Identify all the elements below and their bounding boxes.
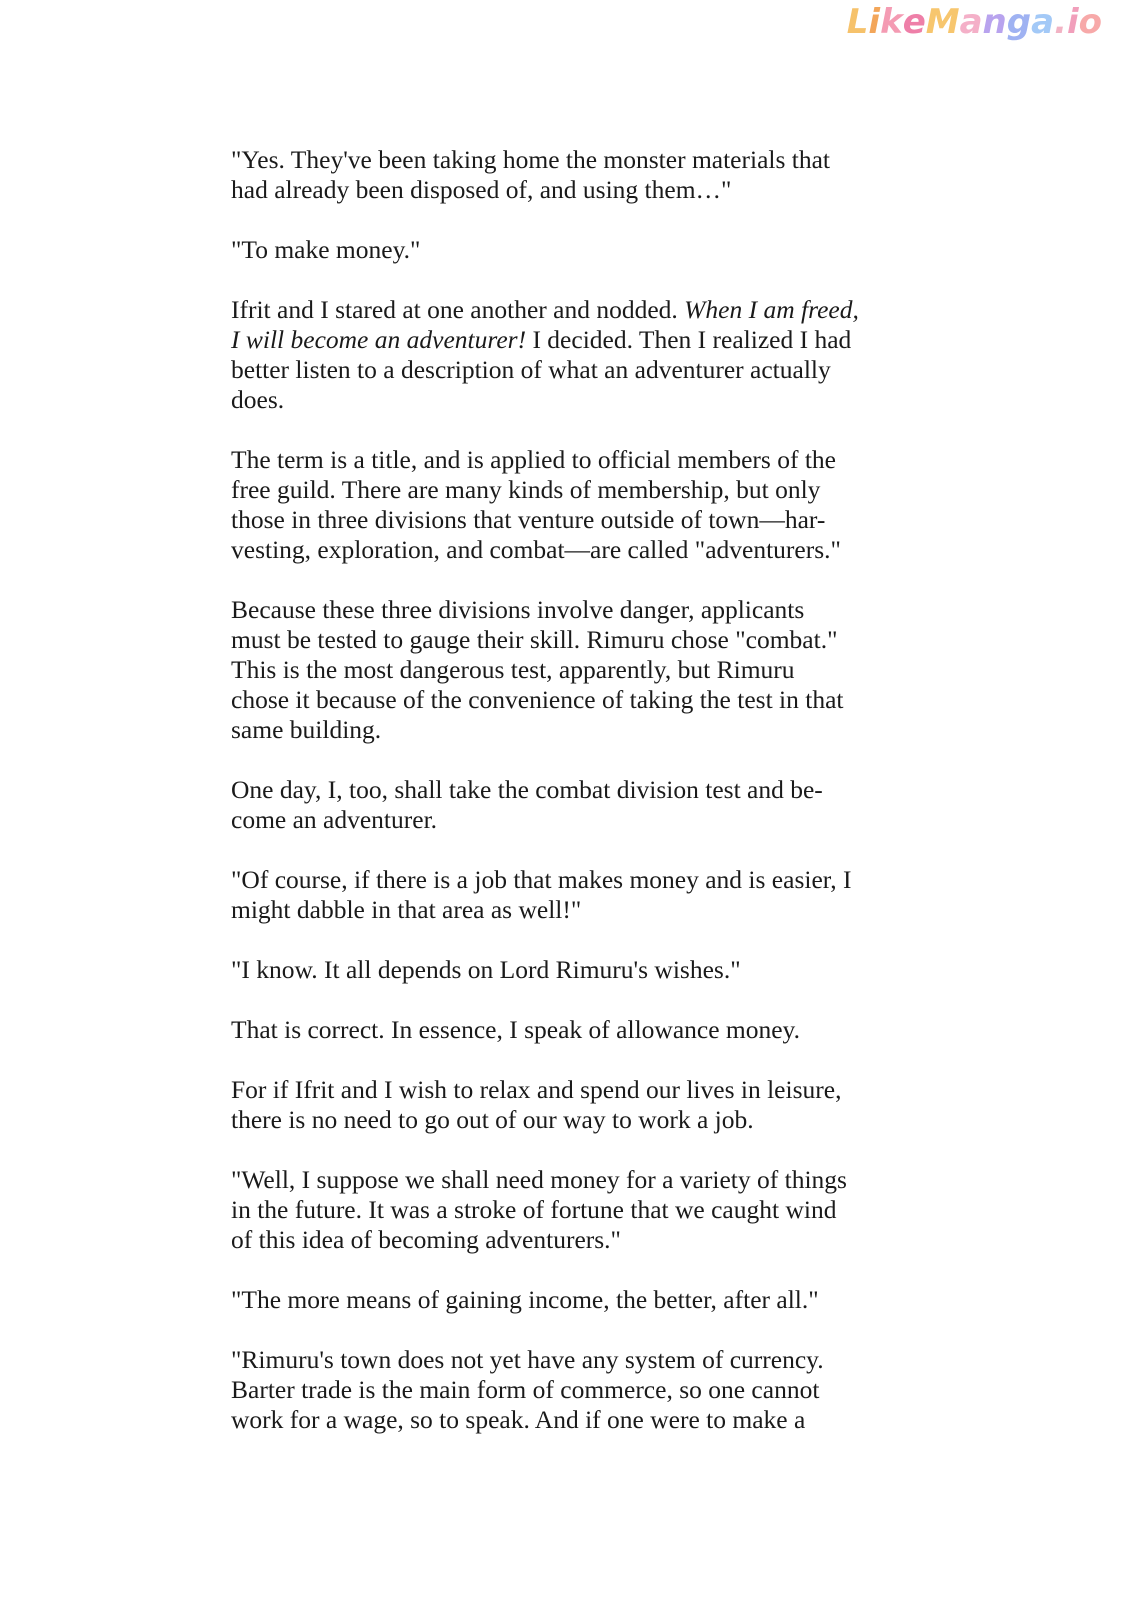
text-line: For if Ifrit and I wish to relax and spend our lives in leisure, (231, 1075, 842, 1104)
italic-thought-text: I will become an adventurer! (231, 325, 527, 354)
paragraph (231, 145, 891, 205)
text-line: in the future. It was a stroke of fortune that we caught wind (231, 1195, 837, 1224)
paragraph (231, 1345, 891, 1435)
text-line: there is no need to go out of our way to work a job. (231, 1105, 754, 1134)
watermark-letter: n (982, 2, 1007, 42)
text-line (231, 325, 891, 355)
text-line: "Rimuru's town does not yet have any system of currency. (231, 1345, 824, 1374)
text-line: better listen to a description of what an adventurer actually (231, 355, 831, 384)
text-line: One day, I, too, shall take the combat division test and be- (231, 775, 823, 804)
paragraph (231, 1165, 891, 1255)
text-line: same building. (231, 715, 382, 744)
watermark-letter: a (959, 2, 983, 42)
text-run: Ifrit and I stared at one another and nodded. (231, 295, 685, 324)
text-line: of this idea of becoming adventurers." (231, 1225, 621, 1254)
italic-thought-text: When I am freed, (684, 295, 859, 324)
text-line: had already been disposed of, and using them…" (231, 175, 732, 204)
watermark-letter: i (1066, 2, 1079, 42)
text-line: This is the most dangerous test, apparently, but Rimuru (231, 655, 795, 684)
paragraph (231, 295, 891, 415)
text-line: "The more means of gaining income, the better, after all." (231, 1285, 819, 1314)
text-line: might dabble in that area as well!" (231, 895, 582, 924)
watermark-letter: k (880, 2, 903, 42)
text-line: "Yes. They've been taking home the monster materials that (231, 145, 831, 174)
watermark-letter: g (1006, 2, 1032, 42)
text-line: come an adventurer. (231, 805, 438, 834)
text-line: vesting, exploration, and combat—are called "adventurers." (231, 535, 841, 564)
paragraph (231, 235, 891, 265)
text-line: "To make money." (231, 235, 421, 264)
watermark-letter: o (1078, 2, 1102, 42)
paragraph (231, 595, 891, 745)
text-line: free guild. There are many kinds of membership, but only (231, 475, 821, 504)
watermark-letter: a (1031, 2, 1055, 42)
text-line: those in three divisions that venture outside of town—har- (231, 505, 826, 534)
watermark-letter: e (902, 2, 926, 42)
paragraph (231, 865, 891, 925)
text-run: I decided. Then I realized I had (526, 325, 852, 354)
text-line: does. (231, 385, 285, 414)
text-line (231, 295, 891, 325)
paragraph (231, 445, 891, 565)
text-line: chose it because of the convenience of taking the test in that (231, 685, 844, 714)
watermark-letter: M (925, 2, 960, 42)
text-line: That is correct. In essence, I speak of allowance money. (231, 1015, 801, 1044)
paragraph (231, 775, 891, 835)
paragraph (231, 1285, 891, 1315)
paragraph (231, 1075, 891, 1135)
text-line: Because these three divisions involve danger, applicants (231, 595, 805, 624)
paragraph (231, 1015, 891, 1045)
text-line: "Well, I suppose we shall need money for a variety of things (231, 1165, 847, 1194)
watermark-letter: . (1054, 2, 1067, 42)
site-watermark-logo (847, 2, 1102, 42)
text-line: "Of course, if there is a job that makes money and is easier, I (231, 865, 852, 894)
text-line: The term is a title, and is applied to official members of the (231, 445, 836, 474)
novel-page-text (231, 145, 891, 1465)
text-line: Barter trade is the main form of commerce, so one cannot (231, 1375, 820, 1404)
text-line: "I know. It all depends on Lord Rimuru's wishes." (231, 955, 741, 984)
text-line: work for a wage, so to speak. And if one were to make a (231, 1405, 806, 1434)
text-line: must be tested to gauge their skill. Rimuru chose "combat." (231, 625, 838, 654)
paragraph (231, 955, 891, 985)
watermark-letter: L (846, 2, 869, 42)
watermark-letter: i (868, 2, 881, 42)
